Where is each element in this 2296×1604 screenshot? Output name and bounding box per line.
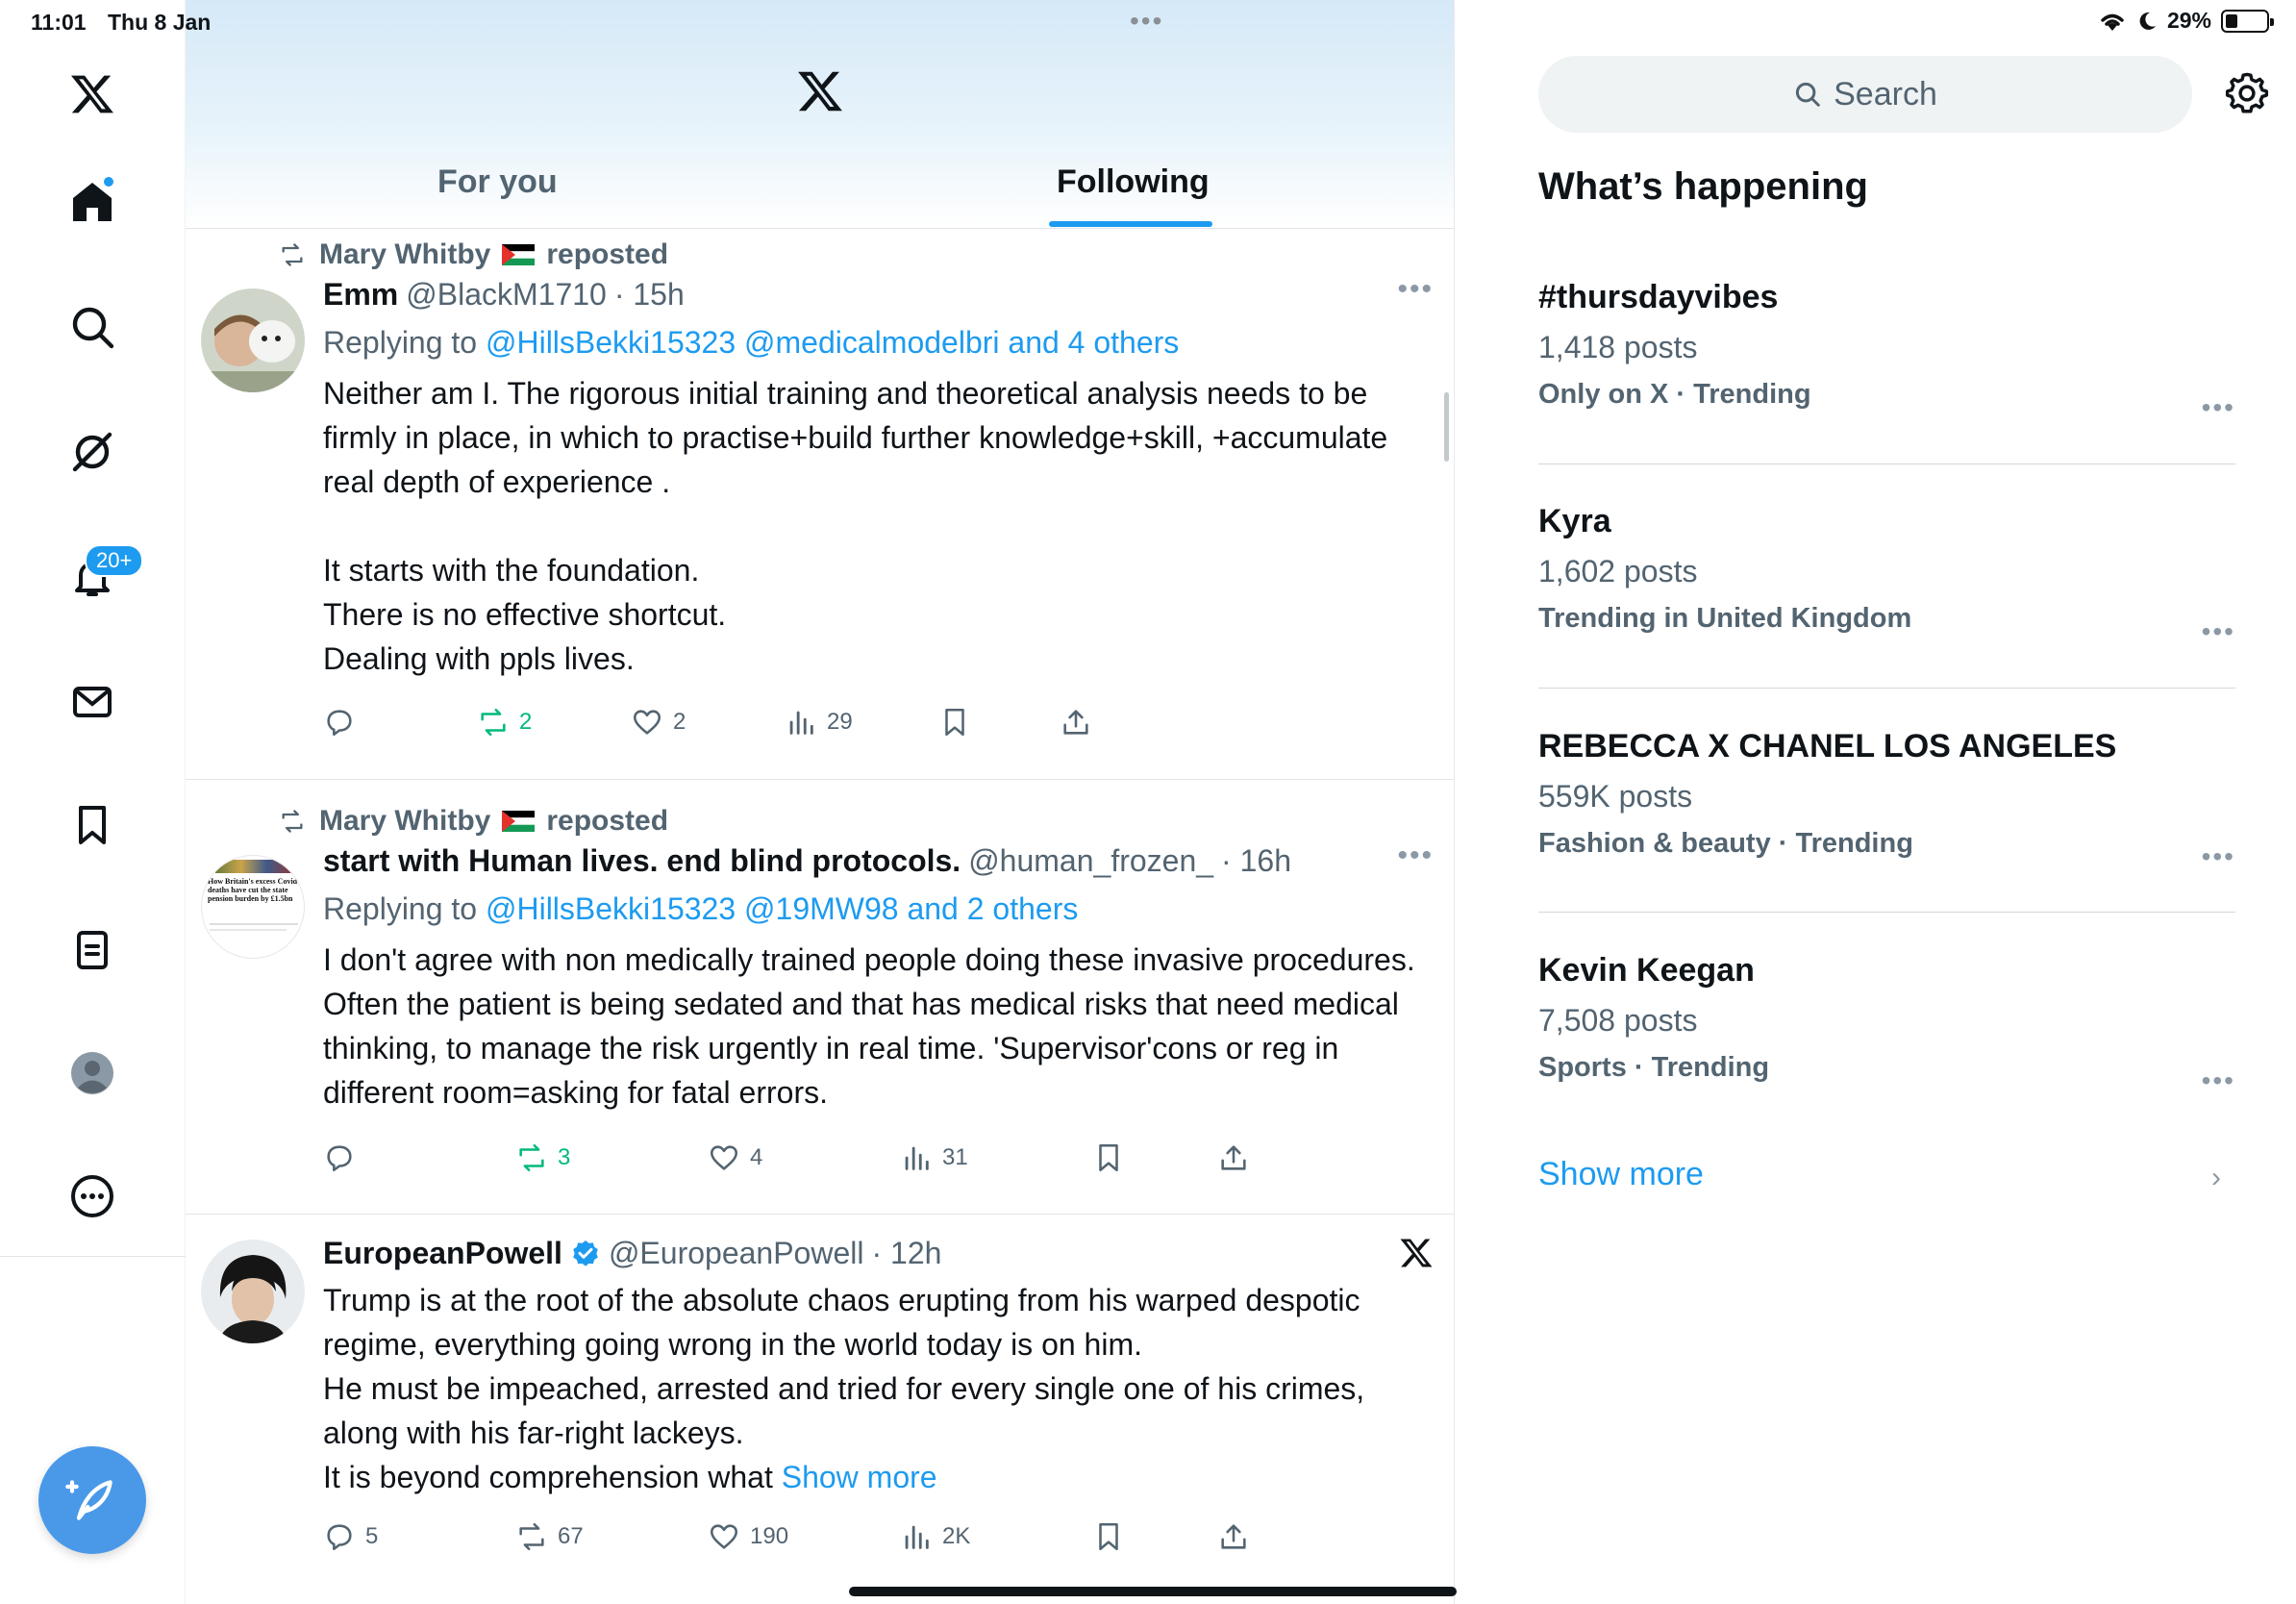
post-item[interactable] xyxy=(186,1215,1455,1604)
bookmark-icon xyxy=(938,706,971,739)
post-time[interactable]: · 12h xyxy=(871,1236,942,1270)
repost-count: 2 xyxy=(519,709,533,735)
lists-icon[interactable] xyxy=(58,915,127,985)
views-chart-icon xyxy=(900,1141,933,1174)
like-button[interactable] xyxy=(708,1141,762,1174)
reply-icon xyxy=(323,706,356,739)
author-handle[interactable]: @EuropeanPowell xyxy=(608,1236,864,1270)
bookmarks-icon[interactable] xyxy=(58,790,127,860)
home-indicator[interactable] xyxy=(849,1587,1457,1596)
trend-meta: Fashion & beauty · Trending xyxy=(1538,828,1913,859)
search-input[interactable] xyxy=(1538,56,2192,133)
trend-meta: Sports · Trending xyxy=(1538,1052,1770,1083)
left-nav-rail xyxy=(0,0,186,1604)
post-actions xyxy=(323,1520,1381,1559)
post-item[interactable] xyxy=(186,780,1455,1215)
like-count: 190 xyxy=(750,1523,789,1549)
show-more-trends-link[interactable]: Show more xyxy=(1538,1156,1704,1192)
heart-icon xyxy=(708,1520,740,1553)
settings-gear-icon[interactable] xyxy=(2225,71,2269,115)
trend-count: 1,602 posts xyxy=(1538,554,1698,589)
avatar[interactable] xyxy=(201,288,305,392)
trend-more-icon[interactable]: ••• xyxy=(2201,616,2235,646)
post-time[interactable]: · 15h xyxy=(613,277,685,312)
timeline xyxy=(186,0,1455,1604)
views-chart-icon xyxy=(900,1520,933,1553)
bookmark-button[interactable] xyxy=(1092,1141,1125,1174)
author-name[interactable]: Emm xyxy=(323,277,399,312)
x-logo-icon xyxy=(1399,1236,1434,1270)
reply-icon xyxy=(323,1520,356,1553)
heart-icon xyxy=(708,1141,740,1174)
share-button[interactable] xyxy=(1060,706,1092,739)
compose-feather-icon xyxy=(65,1473,119,1527)
view-count: 29 xyxy=(827,709,853,735)
multitasking-dots-icon[interactable]: ••• xyxy=(1130,6,1164,36)
replying-to-line xyxy=(323,891,1078,927)
bookmark-button[interactable] xyxy=(1092,1520,1125,1553)
post-author-line xyxy=(323,843,1291,879)
post-text: I don't agree with non medically trained people doing these invasive procedures. Often the patient is being sedated and that has medical risks that need medical thinking, to manage the risk urgently in real time. 'Supervisor'cons or reg in different room=asking for fatal errors. xyxy=(323,942,1424,1110)
author-name[interactable]: start with Human lives. end blind protocols. xyxy=(323,843,961,878)
palestine-flag-icon xyxy=(502,244,535,265)
like-count: 4 xyxy=(750,1144,763,1170)
avatar-headline: How Britain's excess Covid deaths have cut the state pension burden by £1.5bn xyxy=(208,877,298,903)
trend-item[interactable] xyxy=(1538,952,2235,1095)
view-count: 2K xyxy=(942,1523,971,1549)
trend-count: 1,418 posts xyxy=(1538,330,1698,364)
trend-meta: Trending in United Kingdom xyxy=(1538,603,1912,634)
avatar[interactable] xyxy=(201,855,305,959)
trend-divider xyxy=(1538,912,2235,913)
x-logo-icon[interactable] xyxy=(58,60,127,129)
tab-following[interactable]: Following xyxy=(1057,163,1210,200)
post-actions xyxy=(323,706,1381,744)
verified-badge-icon xyxy=(570,1239,601,1269)
replying-prefix: Replying to xyxy=(323,891,478,926)
moon-icon xyxy=(2136,11,2158,32)
search-icon xyxy=(1793,80,1822,109)
post-author-line xyxy=(323,277,685,313)
author-name[interactable]: EuropeanPowell xyxy=(323,1236,562,1270)
trend-title: Kevin Keegan xyxy=(1538,952,1755,989)
repost-icon xyxy=(515,1141,548,1174)
search-icon[interactable] xyxy=(58,292,127,362)
notifications-badge: 20+ xyxy=(85,544,143,577)
repost-icon xyxy=(277,241,308,268)
home-unread-dot xyxy=(102,175,115,188)
status-right xyxy=(2098,8,2269,34)
replying-prefix: Replying to xyxy=(323,325,478,360)
heart-icon xyxy=(631,706,663,739)
bookmark-icon xyxy=(1092,1520,1125,1553)
trend-item[interactable] xyxy=(1538,728,2235,871)
rail-divider xyxy=(0,1256,186,1257)
battery-percent: 29% xyxy=(2166,8,2211,33)
avatar[interactable] xyxy=(201,1240,305,1343)
repost-count: 3 xyxy=(558,1144,571,1170)
repost-icon xyxy=(515,1520,548,1553)
trend-title: Kyra xyxy=(1538,503,1611,539)
trend-more-icon[interactable]: ••• xyxy=(2201,392,2235,422)
views-button[interactable] xyxy=(785,706,853,739)
bookmark-button[interactable] xyxy=(938,706,971,739)
active-tab-indicator xyxy=(1049,221,1212,227)
bookmark-icon xyxy=(1092,1141,1125,1174)
chevron-right-icon: › xyxy=(2211,1162,2221,1193)
post-time[interactable]: · 16h xyxy=(1221,843,1291,878)
author-handle[interactable]: @human_frozen_ xyxy=(968,843,1214,878)
trend-item[interactable] xyxy=(1538,279,2235,422)
post-author-line xyxy=(323,1236,941,1271)
post-actions xyxy=(323,1141,1381,1180)
trend-more-icon[interactable]: ••• xyxy=(2201,841,2235,871)
share-icon xyxy=(1217,1141,1250,1174)
repost-icon xyxy=(277,808,308,835)
author-handle[interactable]: @BlackM1710 xyxy=(406,277,607,312)
reply-icon xyxy=(323,1141,356,1174)
post-text: Neither am I. The rigorous initial training and theoretical analysis needs to be firmly in place, in which to practise+build further knowledge+skill, +accumulate real depth of experience . It starts with the foundation. There is no effective shortcut. Dealing with ppls lives. xyxy=(323,376,1388,676)
show-more-link[interactable]: Show more xyxy=(781,1460,937,1494)
replying-to-handles[interactable]: @HillsBekki15323 @19MW98 and 2 others xyxy=(485,891,1079,926)
share-button[interactable] xyxy=(1217,1520,1250,1553)
status-date: Thu 8 Jan xyxy=(108,10,212,35)
views-button[interactable] xyxy=(900,1141,968,1174)
wifi-icon xyxy=(2098,10,2127,33)
repost-button[interactable] xyxy=(477,706,532,739)
post-text xyxy=(323,1278,1438,1499)
view-count: 31 xyxy=(942,1144,968,1170)
tab-for-you[interactable]: For you xyxy=(437,163,558,200)
trend-item[interactable] xyxy=(1538,503,2235,646)
repost-button[interactable] xyxy=(515,1520,584,1553)
repost-indicator xyxy=(277,805,668,838)
grok-icon[interactable] xyxy=(58,417,127,487)
x-logo-icon[interactable] xyxy=(796,67,844,115)
right-sidebar xyxy=(1456,0,2296,1604)
repost-suffix: reposted xyxy=(546,238,669,270)
battery-icon xyxy=(2221,10,2269,33)
profile-avatar-icon[interactable] xyxy=(58,1039,127,1108)
status-time: 11:01 xyxy=(31,10,87,35)
repost-by-name[interactable]: Mary Whitby xyxy=(319,805,491,837)
share-icon xyxy=(1060,706,1092,739)
trend-meta: Only on X · Trending xyxy=(1538,379,1811,410)
replying-to-handles[interactable]: @HillsBekki15323 @medicalmodelbri and 4 others xyxy=(485,325,1180,360)
messages-envelope-icon[interactable] xyxy=(58,667,127,737)
repost-button[interactable] xyxy=(515,1141,570,1174)
reply-button[interactable] xyxy=(323,706,365,739)
trend-count: 559K posts xyxy=(1538,779,1693,814)
search-placeholder: Search xyxy=(1834,75,1937,113)
share-button[interactable] xyxy=(1217,1141,1250,1174)
home-icon[interactable] xyxy=(58,167,127,237)
status-bar xyxy=(0,0,2296,46)
repost-count: 67 xyxy=(558,1523,584,1549)
post-item[interactable] xyxy=(186,229,1455,780)
more-menu-icon[interactable] xyxy=(58,1162,127,1231)
trend-more-icon[interactable]: ••• xyxy=(2201,1065,2235,1095)
repost-suffix: reposted xyxy=(546,805,669,837)
trend-title: REBECCA X CHANEL LOS ANGELES xyxy=(1538,728,2117,764)
trend-divider xyxy=(1538,688,2235,689)
views-button[interactable] xyxy=(900,1520,970,1553)
like-count: 2 xyxy=(673,709,686,735)
whats-happening-title: What’s happening xyxy=(1538,165,1868,208)
trend-title: #thursdayvibes xyxy=(1538,279,1779,315)
compose-post-button[interactable] xyxy=(38,1446,146,1554)
trend-count: 7,508 posts xyxy=(1538,1003,1698,1038)
like-button[interactable] xyxy=(708,1520,788,1553)
reply-button[interactable] xyxy=(323,1520,378,1553)
post-text-content: Trump is at the root of the absolute chaos erupting from his warped despotic regime, everything going wrong in the world today is on him. He must be impeached, arrested and tried for every single one of his crimes, along with his far-right lackeys. It is beyond comprehension what xyxy=(323,1283,1365,1494)
scrollbar[interactable] xyxy=(1444,392,1449,462)
views-chart-icon xyxy=(785,706,817,739)
repost-by-name[interactable]: Mary Whitby xyxy=(319,238,491,270)
repost-indicator xyxy=(277,238,668,271)
reply-button[interactable] xyxy=(323,1141,365,1174)
replying-to-line xyxy=(323,325,1179,361)
palestine-flag-icon xyxy=(502,811,535,832)
share-icon xyxy=(1217,1520,1250,1553)
repost-icon xyxy=(477,706,510,739)
reply-count: 5 xyxy=(365,1523,379,1549)
post-more-icon[interactable]: ••• xyxy=(1397,273,1434,305)
like-button[interactable] xyxy=(631,706,686,739)
post-more-icon[interactable]: ••• xyxy=(1397,840,1434,871)
